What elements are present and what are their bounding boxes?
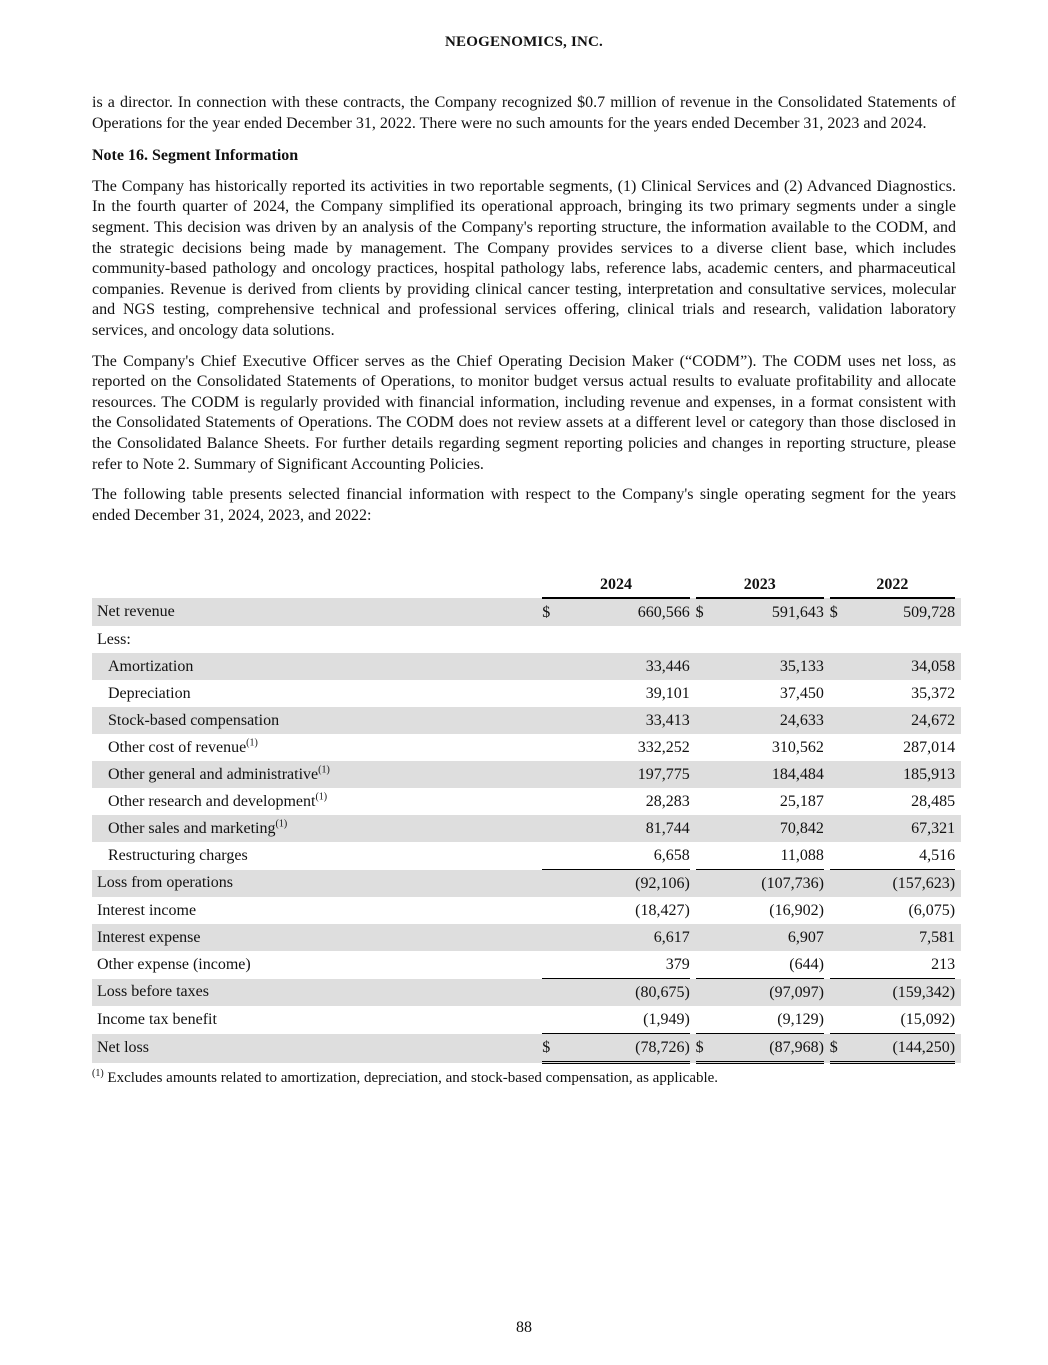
segment-paragraph-3: The following table presents selected financial information with respect to the Company's single operating segment for the years ended December 31, 2024, 2023, and 2022: <box>92 486 956 524</box>
table-row-loss-before-taxes <box>92 979 961 1007</box>
footnote-marker: (1) <box>92 1068 104 1079</box>
cell-2023: (644) <box>713 951 824 979</box>
cell-2024: 332,252 <box>637 738 690 756</box>
cell-2023: (107,736) <box>713 870 824 898</box>
cell-2022: 34,058 <box>847 653 955 680</box>
currency-symbol: $ <box>830 598 848 626</box>
cell-2023: 6,907 <box>713 924 824 951</box>
year-2022-header: 2022 <box>830 573 955 598</box>
cell-2023: 37,450 <box>779 684 824 702</box>
cell-2023: 70,842 <box>713 815 824 842</box>
cell-2024: 81,744 <box>560 815 690 842</box>
cell-2023: 591,643 <box>713 598 824 626</box>
row-label: Stock-based compensation <box>92 707 542 734</box>
row-label: Net revenue <box>92 598 542 626</box>
currency-symbol: $ <box>542 1034 560 1063</box>
row-label: Loss from operations <box>92 870 542 898</box>
cell-2024: 28,283 <box>645 792 690 810</box>
cell-2023: (9,129) <box>713 1006 824 1034</box>
table-row-stock-comp <box>92 707 961 734</box>
cell-2022: 7,581 <box>847 924 955 951</box>
cell-2022: (159,342) <box>847 979 955 1007</box>
cell-2022: 4,516 <box>847 842 955 870</box>
row-label: Amortization <box>92 653 542 680</box>
intro-paragraph: is a director. In connection with these contracts, the Company recognized $0.7 million of revenue in the Consolidated Statements of Operations for the year ended December 31, 2022. There were no such amounts for the years ended December 31, 2023 and 2024. <box>92 94 956 132</box>
row-label: Other general and administrative$^{(1)}$ <box>92 761 542 788</box>
table-row-other-ga <box>92 761 961 788</box>
cell-2023: (87,968) <box>713 1034 824 1063</box>
table-row-other-cost-revenue <box>92 734 961 761</box>
table-row-less <box>92 626 961 653</box>
table-row-net-loss <box>92 1034 961 1063</box>
table-row-interest-expense <box>92 924 961 951</box>
cell-2022: 509,728 <box>847 598 955 626</box>
cell-2023: 24,633 <box>713 707 824 734</box>
currency-symbol: $ <box>696 598 714 626</box>
page-body <box>92 93 956 536</box>
table-row-other-rd <box>92 788 961 815</box>
row-label: Less: <box>97 630 131 648</box>
cell-2022: (144,250) <box>847 1034 955 1063</box>
row-label: Other research and development$^{(1)}$ <box>108 791 328 810</box>
cell-2024: (18,427) <box>635 901 690 919</box>
cell-2024: (80,675) <box>560 979 690 1007</box>
cell-2022: 35,372 <box>911 684 956 702</box>
cell-2024: 39,101 <box>645 684 690 702</box>
currency-symbol: $ <box>696 1034 714 1063</box>
cell-2024: (78,726) <box>560 1034 690 1063</box>
table-row-interest-income <box>92 897 961 924</box>
row-label: Net loss <box>92 1034 542 1063</box>
row-label: Loss before taxes <box>92 979 542 1007</box>
cell-2024: (1,949) <box>560 1006 690 1034</box>
segment-financial-table <box>92 573 961 1064</box>
table-header-row <box>92 573 961 598</box>
table-row-loss-ops <box>92 870 961 898</box>
row-label: Interest expense <box>92 924 542 951</box>
cell-2022: 287,014 <box>903 738 956 756</box>
table-row-net-revenue <box>92 598 961 626</box>
currency-symbol: $ <box>830 1034 848 1063</box>
cell-2024: (92,106) <box>560 870 690 898</box>
segment-paragraph-2: The Company's Chief Executive Officer serves as the Chief Operating Decision Maker (“CODM”). The CODM uses net loss, as reported on the Consolidated Statements of Operations, to monitor budget versus actual results to evaluate profitability and allocate resources. The CODM is regularly provided with financial information, including revenue and expenses, in a format consistent with the Consolidated Statements of Operations. The CODM does not review assets at a different level or category than those disclosed in the Consolidated Balance Sheets. For further details regarding segment reporting policies and changes in reporting structure, please refer to Note 2. Summary of Significant Accounting Policies. <box>92 352 956 473</box>
cell-2024: 6,658 <box>560 842 690 870</box>
cell-2022: (157,623) <box>847 870 955 898</box>
cell-2024: 197,775 <box>560 761 690 788</box>
table-row-depreciation <box>92 680 961 707</box>
segment-paragraph-1: The Company has historically reported its activities in two reportable segments, (1) Clinical Services and (2) Advanced Diagnostics. In the fourth quarter of 2024, the Company simplified its operational approach, bringing its two primary segments under a single segment. This decision was driven by an analysis of the Company's reporting structure, the information available to the CODM, and the strategic decisions being made by management. The Company provides services to a diverse client base, which includes community-based pathology and oncology practices, hospital pathology labs, reference labs, academic centers, and pharmaceutical companies. Revenue is derived from clients by providing clinical cancer testing, interpretation and consultative services, molecular and NGS testing, comprehensive technical and professional services offering, clinical trials and research, validation laboratory services, and oncology data solutions. <box>92 177 956 339</box>
row-label: Restructuring charges <box>108 846 248 864</box>
cell-2022: (6,075) <box>908 901 956 919</box>
cell-2022: 185,913 <box>847 761 955 788</box>
cell-2022: 28,485 <box>911 792 956 810</box>
footnote-marker: (1) <box>246 737 258 749</box>
table-row-other-sm <box>92 815 961 842</box>
cell-2023: 310,562 <box>771 738 824 756</box>
cell-2022: 24,672 <box>847 707 955 734</box>
cell-2024: 33,413 <box>560 707 690 734</box>
cell-2022: 213 <box>847 951 955 979</box>
row-label: Depreciation <box>108 684 191 702</box>
page-number: 88 <box>516 1319 532 1336</box>
cell-2024: 6,617 <box>560 924 690 951</box>
table-footnote <box>92 1070 718 1087</box>
footnote-marker: (1) <box>318 764 330 776</box>
currency-symbol: $ <box>542 598 560 626</box>
row-label: Other cost of revenue$^{(1)}$ <box>108 737 258 756</box>
cell-2024: 660,566 <box>560 598 690 626</box>
row-label: Other sales and marketing$^{(1)}$ <box>92 815 542 842</box>
cell-2023: 35,133 <box>713 653 824 680</box>
cell-2024: 33,446 <box>560 653 690 680</box>
table-row-amortization <box>92 653 961 680</box>
year-2024-header: 2024 <box>542 573 690 598</box>
cell-2022: (15,092) <box>847 1006 955 1034</box>
table-row-other-expense <box>92 951 961 979</box>
year-2023-header: 2023 <box>696 573 824 598</box>
cell-2023: 25,187 <box>779 792 824 810</box>
footnote-marker: (1) <box>315 791 328 803</box>
cell-2023: 184,484 <box>713 761 824 788</box>
table-row-restructuring <box>92 842 961 870</box>
table-row-income-tax <box>92 1006 961 1034</box>
footnote-text: Excludes amounts related to amortization, depreciation, and stock-based compensation, as applicable. <box>107 1070 719 1086</box>
cell-2024: 379 <box>560 951 690 979</box>
cell-2023: (97,097) <box>713 979 824 1007</box>
row-label: Income tax benefit <box>97 1010 217 1028</box>
page-header: NEOGENOMICS, INC. <box>445 34 603 50</box>
note-heading: Note 16. Segment Information <box>92 147 299 165</box>
footnote-marker: (1) <box>275 818 288 830</box>
cell-2023: 11,088 <box>713 842 824 870</box>
row-label: Interest income <box>97 901 197 919</box>
row-label: Other expense (income) <box>97 955 251 973</box>
cell-2023: (16,902) <box>769 901 824 919</box>
cell-2022: 67,321 <box>847 815 955 842</box>
